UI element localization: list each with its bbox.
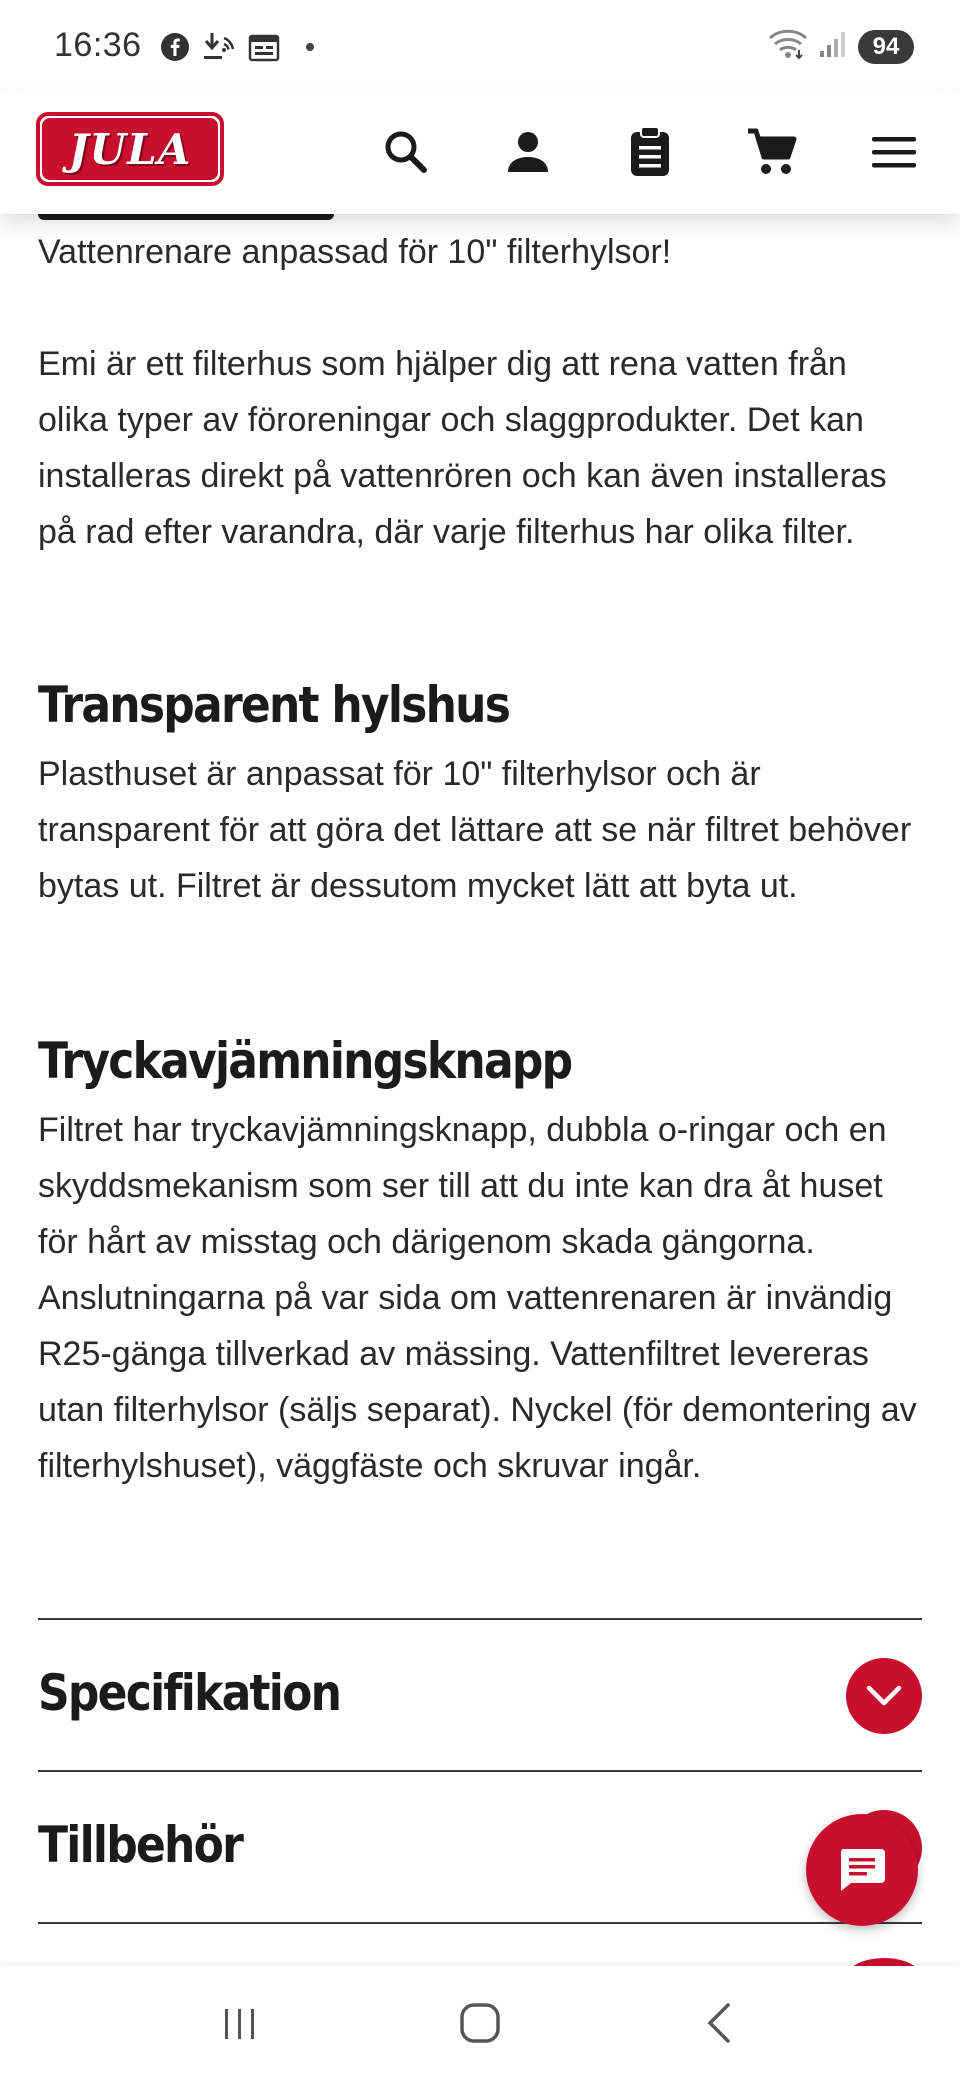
status-icons-left — [160, 30, 314, 64]
description-text: Emi är ett filterhus som hjälper dig att rena vatten från olika typer av föroreningar och slaggprodukter. Det kan installeras direkt på vattenrören och kan även installeras på rad efter varandra, där varje filterhus har olika filter. — [38, 345, 887, 551]
chat-button[interactable] — [806, 1814, 918, 1926]
divider — [38, 1618, 922, 1620]
chat-icon — [837, 1847, 887, 1893]
facebook-icon — [160, 32, 190, 62]
system-nav-bar — [0, 1966, 960, 2080]
accordion-title-specification[interactable]: Specifikation — [38, 1664, 341, 1722]
jula-logo[interactable] — [36, 112, 224, 186]
product-image-edge — [38, 214, 334, 220]
battery-indicator: 94 — [858, 30, 914, 64]
calendar-icon — [248, 32, 280, 62]
menu-icon[interactable] — [864, 122, 924, 182]
back-icon[interactable] — [680, 1983, 760, 2063]
intro-text: Vattenrenare anpassad för 10" filterhylsor! — [38, 233, 672, 271]
wifi-icon — [768, 28, 808, 65]
chevron-down-icon — [865, 1684, 903, 1708]
recent-apps-icon[interactable] — [200, 1983, 280, 2063]
accordion-toggle-specification[interactable] — [846, 1658, 922, 1734]
status-time: 16:36 — [54, 26, 142, 64]
clipboard-icon[interactable] — [620, 122, 680, 182]
notification-dot — [306, 43, 314, 51]
signal-icon — [818, 29, 848, 64]
logo-text: JULA — [42, 118, 218, 180]
accordion-title-accessories[interactable]: Tillbehör — [38, 1816, 243, 1874]
cart-icon[interactable] — [742, 122, 802, 182]
search-icon[interactable] — [376, 122, 436, 182]
download-icon — [202, 30, 236, 64]
header-actions — [376, 122, 924, 182]
status-icons-right — [768, 28, 914, 65]
status-bar — [0, 0, 960, 92]
site-header — [0, 92, 960, 214]
section-text-pressure: Filtret har tryckavjämningsknapp, dubbla o-ringar och en skyddsmekanism som ser till att du inte kan dra åt huset för hårt av misstag och därigenom skada gängorna. Anslutningarna på var sida om vattenrenaren är invändig R25-gänga tillverkad av mässing. Vattenfiltret levereras utan filterhylsor (säljs separat). Nyckel (för demontering av filterhylshuset), väggfäste och skruvar ingår. — [38, 1111, 917, 1485]
section-heading-pressure: Tryckavjämningsknapp — [38, 1032, 572, 1090]
home-icon[interactable] — [440, 1983, 520, 2063]
account-icon[interactable] — [498, 122, 558, 182]
section-text-transparent: Plasthuset är anpassat för 10" filterhylsor och är transparent för att göra det lättare att se när filtret behöver bytas ut. Filtret är dessutom mycket lätt att byta ut. — [38, 755, 912, 905]
section-heading-transparent: Transparent hylshus — [38, 676, 510, 734]
divider — [38, 1770, 922, 1772]
divider — [38, 1922, 922, 1924]
